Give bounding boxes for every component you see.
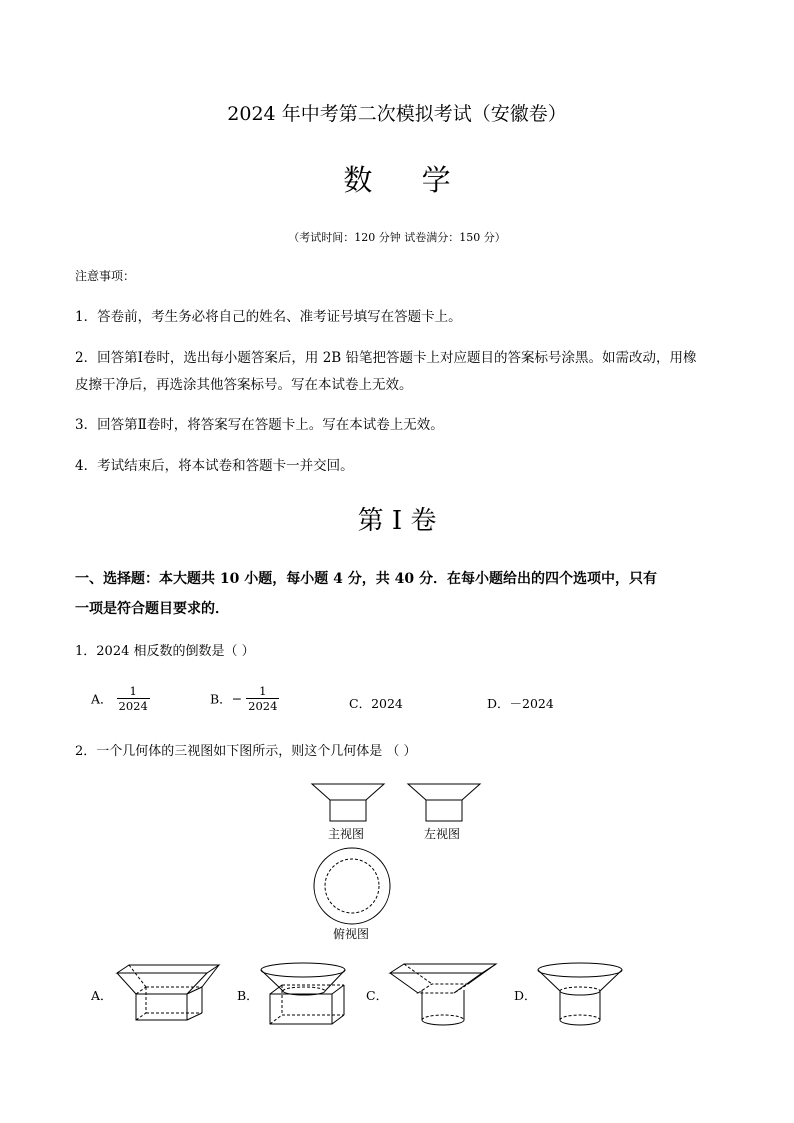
exam-title: 2024 年中考第二次模拟考试（安徽卷） (227, 103, 567, 125)
q1-option-a-numerator: 1 (117, 684, 150, 699)
note-item-1: 1．答卷前，考生务必将自己的姓名、准考证号填写在答题卡上。 (75, 309, 462, 325)
q1-option-b (210, 684, 279, 713)
part-heading-line1: 一、选择题：本大题共 10 小题，每小题 4 分，共 40 分．在每小题给出的四个选项中，只有 (75, 571, 657, 587)
subject-title: 数 学 (343, 163, 471, 197)
note-item-2-continued: 皮擦干净后，再选涂其他答案标号。写在本试卷上无效。 (75, 377, 413, 393)
q2-option-b-label: B． (237, 988, 259, 1003)
q1-option-a (91, 684, 150, 713)
q2-option-d-label: D． (514, 988, 537, 1003)
q2-option-a-label: A． (91, 988, 113, 1003)
q2-option-d-diagram (535, 960, 627, 1028)
part-heading-line2: 一项是符合题目要求的． (75, 601, 229, 617)
question-1-stem: 1．2024 相反数的倒数是（ ） (75, 644, 255, 659)
q1-option-b-denominator: 2024 (248, 699, 278, 713)
front-view-label: 主视图 (328, 827, 365, 841)
q1-option-a-label: A． (91, 691, 113, 707)
note-item-3: 3．回答第Ⅱ卷时，将答案写在答题卡上。写在本试卷上无效。 (75, 417, 444, 433)
note-item-2: 2．回答第Ⅰ卷时，选出每小题答案后，用 2B 铅笔把答题卡上对应题目的答案标号涂黑。如需改动，用橡 (75, 350, 697, 366)
q2-option-c-label: C． (366, 988, 389, 1003)
q1-option-c: C．2024 (349, 696, 403, 711)
front-view-diagram (308, 780, 388, 825)
question-2-stem: 2．一个几何体的三视图如下图所示，则这个几何体是 （ ） (75, 744, 417, 759)
section-title: 第 I 卷 (357, 506, 437, 536)
left-view-label: 左视图 (424, 827, 461, 841)
q1-option-b-label: B． (210, 691, 232, 707)
q1-option-a-denominator: 2024 (118, 699, 148, 713)
q1-option-b-sign: − (231, 691, 243, 706)
q1-option-a-fraction (117, 684, 150, 713)
q1-option-b-fraction (246, 684, 279, 713)
q1-option-d: D．－2024 (487, 696, 554, 711)
top-view-diagram (312, 846, 392, 926)
q2-option-a-diagram (115, 962, 225, 1024)
top-view-label: 俯视图 (333, 927, 370, 941)
notes-heading: 注意事项： (75, 269, 136, 283)
left-view-diagram (404, 780, 484, 825)
note-item-4: 4．考试结束后，将本试卷和答题卡一并交回。 (75, 458, 354, 474)
time-info: （考试时间：120 分钟 试卷满分：150 分） (288, 231, 506, 244)
q2-option-c-diagram (388, 960, 498, 1028)
q2-option-b-diagram (258, 960, 354, 1028)
q1-option-b-numerator: 1 (246, 684, 279, 699)
